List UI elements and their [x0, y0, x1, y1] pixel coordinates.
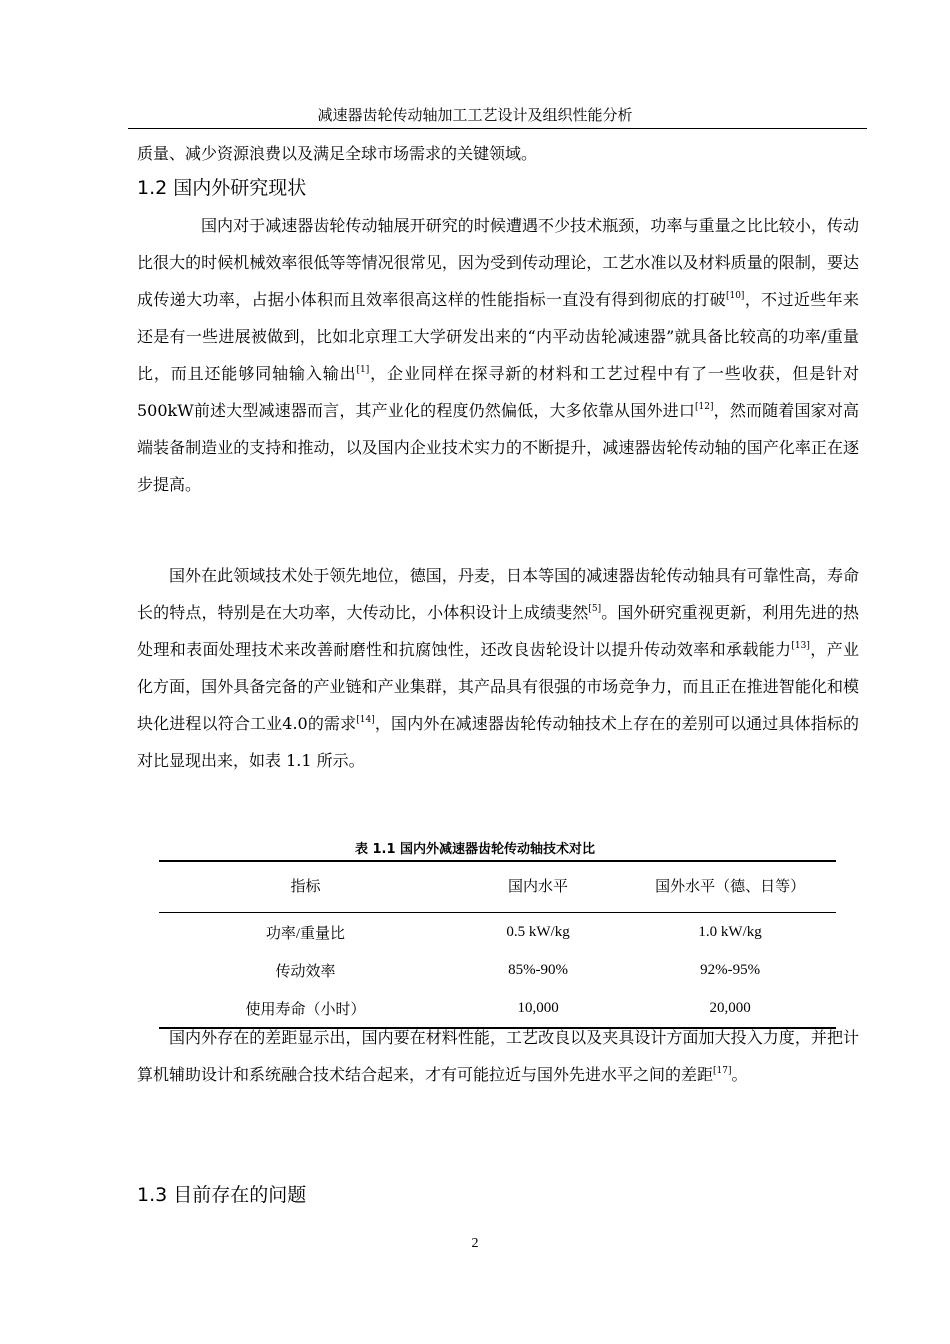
section-heading-1-3: 1.3 目前存在的问题	[137, 1184, 307, 1206]
citation: [5]	[588, 604, 602, 614]
text-run: 。	[731, 1065, 748, 1084]
text-run: 国内外存在的差距显示出，国内要在材料性能，工艺改良以及夹具设计方面加大投入力度，并把计算机辅助设计和系统融合技术结合起来，才有可能拉近与国外先进水平之间的差距	[137, 1028, 859, 1084]
text-run: ，产业化方面，国外具备完备的产业链和产业集群，其产品具有很强的市场竞争力，而且正在推进智能化和模块化进程以符合工业4.0的需求	[137, 640, 859, 733]
header-cell: 国内水平	[452, 861, 624, 913]
table-cell: 0.5 kW/kg	[506, 923, 570, 940]
text-run: ，然而随着国家对高端装备制造业的支持和推动，以及国内企业技术实力的不断提升，减速器齿轮传动轴的国产化率正在逐步提高。	[137, 401, 859, 494]
header-cell: 指标	[159, 861, 452, 913]
table-cell: 功率/重量比	[265, 925, 346, 942]
page-number: 2	[471, 1236, 479, 1251]
table-cell: 20,000	[624, 989, 836, 1028]
table-row	[159, 951, 836, 989]
paragraph-gap-conclusion	[137, 1019, 859, 1093]
header-rule	[128, 128, 867, 129]
running-header-title: 减速器齿轮传动轴加工工艺设计及组织性能分析	[317, 106, 633, 124]
paragraph-foreign	[137, 557, 859, 779]
section-heading-1-2: 1.2 国内外研究现状	[137, 177, 307, 199]
comparison-table	[159, 860, 836, 1029]
citation: [1]	[356, 365, 370, 375]
table-cell: 92%-95%	[700, 961, 761, 978]
text-run: ，企业同样在探寻新的材料和工艺过程中有了一些收获，但是针对500kW前述大型减速器而言，其产业化的程度仍然偏低，大多依靠从国外进口	[137, 364, 859, 420]
citation: [10]	[725, 291, 745, 301]
table-cell: 传动效率	[275, 963, 336, 980]
citation: [14]	[356, 715, 375, 725]
citation: [12]	[695, 402, 714, 412]
table-cell: 85%-90%	[508, 961, 569, 978]
text-run: ，国内外在减速器齿轮传动轴技术上存在的差别可以通过具体指标的对比显现出来，如表 1.1 所示。	[137, 714, 859, 770]
table-caption: 表 1.1 国内外减速器齿轮传动轴技术对比	[354, 842, 596, 857]
citation: [17]	[713, 1066, 732, 1076]
text-run: 国外在此领域技术处于领先地位，德国，丹麦，日本等国的减速器齿轮传动轴具有可靠性高，寿命长的特点，特别是在大功率，大传动比，小体积设计上成绩斐然	[137, 566, 859, 622]
header-cell: 国外水平（德、日等）	[624, 861, 836, 913]
table-cell: 使用寿命（小时）	[159, 989, 452, 1028]
text-run: 国内对于减速器齿轮传动轴展开研究的时候遭遇不少技术瓶颈，功率与重量之比比较小，传动比很大的时候机械效率很低等等情况很常见，因为受到传动理论，工艺水准以及材料质量的限制，要达成传递大功率，占据小体积而且效率很高这样的性能指标一直没有得到彻底的打破	[137, 216, 859, 309]
continuation-text: 质量、减少资源浪费以及满足全球市场需求的关键领域。	[137, 144, 538, 163]
text-run: ，不过近些年来还是有一些进展被做到，比如北京理工大学研发出来的“内平动齿轮减速器”就具备比较高的功率/重量比，而且还能够同轴输入输出	[137, 290, 859, 383]
table-cell: 1.0 kW/kg	[698, 923, 762, 940]
paragraph-domestic	[137, 207, 859, 503]
table-cell: 10,000	[452, 989, 624, 1028]
citation: [13]	[791, 641, 810, 651]
table-row	[159, 913, 836, 952]
table-header-row	[159, 861, 836, 913]
text-run: 。国外研究重视更新，利用先进的热处理和表面处理技术来改善耐磨性和抗腐蚀性，还改良齿轮设计以提升传动效率和承载能力	[137, 603, 859, 659]
